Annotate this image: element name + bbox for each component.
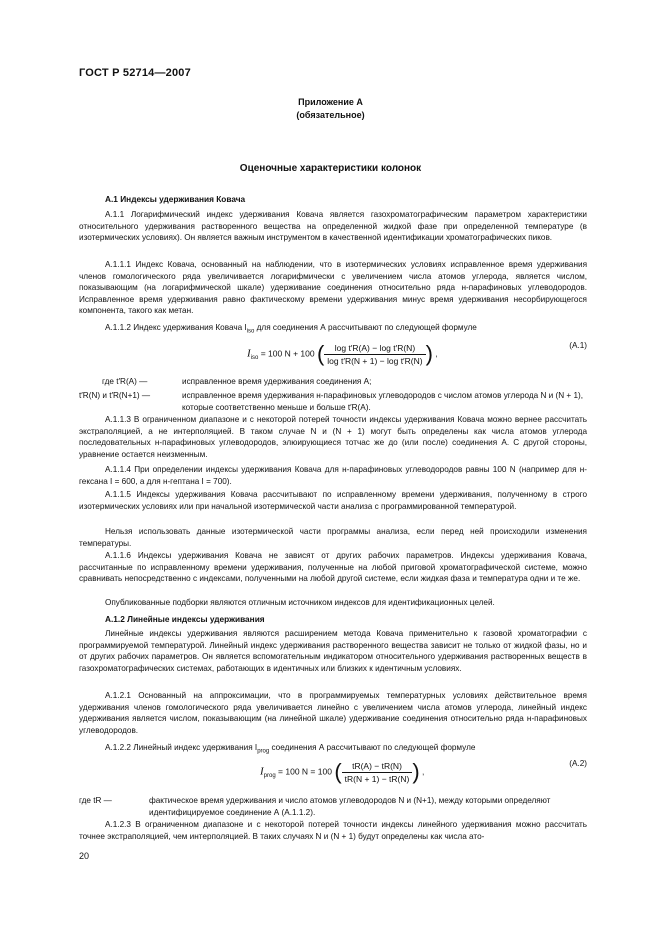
paragraph-a1113: А.1.1.3 В ограниченном диапазоне и с некоторой потерей точности индексы удерживания Ковача можно вернее рассчитать экстраполяцией, а не интерполяцией. В таком случае N и (N + 1) могут быть определены как числа атомов углерода последовательных н-парафиновых углеводородов, элюирующиеся тотчас же до (или после) соединения А. С другой стороны, уравнение остается неизменным. [79,415,587,459]
document-page: ГОСТ Р 52714—2007 Приложение А (обязательное) Оценочные характеристики колонок А.1 Индексы удерживания Ковача А.1.1 Логарифмический индекс удерживания Ковача является газохроматографическим параметром характеристики относительного удерживания растворенного вещества на определенной жидкой фазе при определенной температуре (в изотермических условиях). Он является важным инструментом в качественной идентификации хроматографических пиков. А.1.1.1 Индекс Ковача, основанный на наблюдении, что в изотермических условиях исправленное время удерживания членов гомологического ряда увеличивается логарифмически с увеличением числа атомов углерода, является числом, показывающим (на логарифмической шкале) удерживание соединения относительно ряда н-парафиновых углеводородов. Исправленное время удерживания равно фактическому времени удерживания минус время удерживания несорбирующегося компонента, такого как метан. А.1.1.2 Индекс удерживания Ковача $I_{iso}$ для соединения А рассчитывают по следующей формуле $I_{iso} = 100$ N + 100 ( $\frac{\text{log t′R(A) − log t′R(N)}}{\text{log t′R(N + 1) − log t′R(N)}}$ ) , (А.1) где t′R(A) — исправленное время удерживания соединения А; t′R(N) и t′R(N+1) — исправленное время удерживания н-парафиновых углеводородов с числом атомов углерода N и (N + 1), которые соответственно меньше и больше t′R(A). А.1.1.3 В ограниченном диапазоне и с некоторой потерей точности индексы удерживания Ковача можно вернее рассчитать экстраполяцией, а не интерполяцией. В таком случае N и (N + 1) могут быть определены как числа атомов углерода последовательных н-парафиновых углеводородов, элюирующиеся тотчас же до (или после) соединения А. С другой стороны, уравнение остается неизменным. А.1.1.4 При определении индексы удерживания Ковача для н-парафиновых углеводородов равны 100 N (например для н-гексана I = 600, а для н-гептана I = 700). А.1.1.5 Индексы удерживания Ковача рассчитывают по исправленному времени удерживания, полученному в строго изотермических условиях или при начальной изотермической части анализа с программированной температурой. Нельзя использовать данные изотермической части программы анализа, если перед ней происходили изменения температуры. А.1.1.6 Индексы удерживания Ковача не зависят от других рабочих параметров. Индексы удерживания Ковача, рассчитанные по исправленному времени удерживания, полученные на любой приговой хроматографической системе, можно сравнивать непосредственно с индексами, полученными на любой другой системе, если жидкая фаза и температура одни и те же. Опубликованные подборки являются отличным источником индексов для идентификационных целей. А.1.2 Линейные индексы удерживания Линейные индексы удерживания являются расширением метода Ковача применительно к газовой хроматографии с программируемой температурой. Линейный индекс удерживания растворенного вещества зависит не только от жидкой фазы, но и от других рабочих параметров. Он является вспомогательным индикатором относительного удерживания растворенных веществ в газохроматографических системах, работающих в идентичных или близких к идентичным условиях. А.1.2.1 Основанный на аппроксимации, что в программируемых температурных условиях действительное время удерживания членов гомологического ряда увеличивается линейно с увеличением числа атомов углерода, линейный индекс удерживания является числом, показывающим (на линейной шкале) удерживание соединения относительно ряда н-парафиновых углеводородов. А.1.2.2 Линейный индекс удерживания $I_{prog}$ соединения А рассчитывают по следующей формуле $I_{prog} = 100$ N = 100 ( $\frac{tR(A) - tR(N)}{tR(N + 1) - tR(N)}$ ) , (А.2) где tR — фактическое время удерживания и число атомов углеводородов N и (N+1), между которыми определяют идентифицируемое соединение А (А.1.1.2). А.1.2.3 В ограниченном диапазоне и с некоторой потерей точности индексы линейного удерживания можно рассчитать точнее экстраполяцией, чем интерполяцией. В таких случаях N и (N + 1) будут определены как числа ато- 20 [0,0,661,936]
paragraph-a121: А.1.2.1 Основанный на аппроксимации, что в программируемых температурных условиях действительное время удерживания членов гомологического ряда увеличивается линейно с увеличением числа атомов углерода, линейный индекс удерживания является числом, показывающим (на линейной шкале) удерживание соединения относительно ряда н-парафиновых углеводородов. [79,691,587,735]
formula-a1-denominator: log t′R(N + 1) − log t′R(N) [327,355,423,366]
document-title: Оценочные характеристики колонок [239,163,422,174]
paragraph-a1111: А.1.1.1 Индекс Ковача, основанный на наблюдении, что в изотермических условиях исправленное время удерживания членов гомологического ряда увеличивается логарифмически с увеличением числа атомов углерода, является числом, показывающим (на логарифмической шкале) удерживание соединения относительно ряда н-парафиновых углеводородов. Исправленное время удерживания равно фактическому времени удерживания минус время удерживания несорбирующегося компонента, такого как метан. [79,260,587,316]
paragraph-a122: А.1.2.2 Линейный индекс удерживания $I_{prog}$ соединения А рассчитывают по следующей формуле [105,743,476,755]
paragraph-a1115b: Нельзя использовать данные изотермической части программы анализа, если перед ней происходили изменения температуры. [79,527,587,548]
formula-a1-numerator: log t′R(A) − log t′R(N) [324,343,425,355]
paragraph-a12: Линейные индексы удерживания являются расширением метода Ковача применительно к газовой хроматографии с программируемой температурой. Линейный индекс удерживания растворенного вещества зависит не только от жидкой фазы, но и от других рабочих параметров. Он является вспомогательным индикатором относительного удерживания растворенных веществ в газохроматографических системах, работающих в идентичных или близких к идентичным условиях. [79,629,587,673]
paragraph-a111: А.1.1 Логарифмический индекс удерживания Ковача является газохроматографическим параметром характеристики относительного удерживания растворенного вещества на определенной жидкой фазе при определенной температуре (в изотермических условиях). Он является важным инструментом в качественной идентификации хроматографических пиков. [79,210,587,243]
annex-title: Приложение А [298,97,363,107]
standard-header: ГОСТ Р 52714—2007 [79,67,191,79]
section-a12-heading: А.1.2 Линейные индексы удерживания [105,614,265,624]
formula-a2-denominator: tR(N + 1) − tR(N) [344,773,410,784]
formula-a1-number: (А.1) [569,341,587,350]
formula-a2-number: (А.2) [569,759,587,768]
paragraph-a1116: А.1.1.6 Индексы удерживания Ковача не зависят от других рабочих параметров. Индексы удерживания Ковача, рассчитанные по исправленному времени удерживания, полученные на любой приговой хроматографической системе, можно сравнивать непосредственно с индексами, полученными на любой другой системе, если жидкая фаза и температура одни и те же. [79,551,587,584]
paragraph-a1116b: Опубликованные подборки являются отличным источником индексов для идентификационных целей. [105,598,495,607]
annex-status: (обязательное) [296,110,365,120]
page-number: 20 [79,851,90,861]
section-a1-heading: А.1 Индексы удерживания Ковача [105,194,246,204]
paragraph-a1115: А.1.1.5 Индексы удерживания Ковача рассчитывают по исправленному времени удерживания, полученному в строго изотермических условиях или при начальной изотермической части анализа с программированной температурой. [79,490,587,511]
paragraph-a123: А.1.2.3 В ограниченном диапазоне и с некоторой потерей точности индексы линейного удерживания можно рассчитать точнее экстраполяцией, чем интерполяцией. В таких случаях N и (N + 1) будут определены как числа ато- [79,820,587,841]
paragraph-a1114: А.1.1.4 При определении индексы удерживания Ковача для н-парафиновых углеводородов равны 100 N (например для н-гексана I = 600, а для н-гептана I = 700). [79,465,587,486]
formula-a2-numerator: tR(A) − tR(N) [342,761,413,773]
paragraph-a1112: А.1.1.2 Индекс удерживания Ковача $I_{iso}$ для соединения А рассчитывают по следующей формуле [105,323,477,335]
